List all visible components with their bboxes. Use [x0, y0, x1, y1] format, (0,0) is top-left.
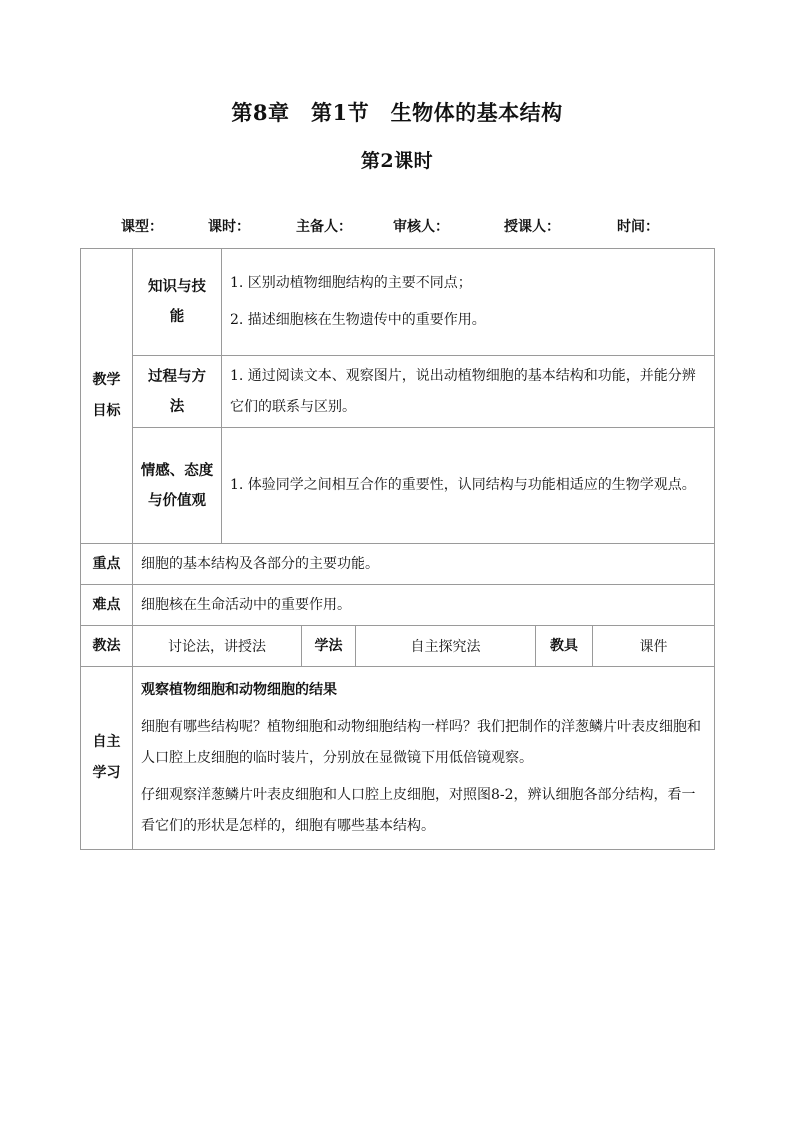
self-study-content	[133, 667, 715, 850]
self-study-paragraph: 细胞有哪些结构呢？植物细胞和动物细胞结构一样吗？我们把制作的洋葱鳞片叶表皮细胞和人口腔上皮细胞的临时装片，分别放在显微镜下用低倍镜观察。	[141, 718, 701, 766]
methods-row	[81, 626, 715, 667]
process-content: 1. 通过阅读文本、观察图片，说出动植物细胞的基本结构和功能，并能分辨它们的联系与区别。	[222, 356, 715, 428]
self-study-heading: 观察植物细胞和动物细胞的结果	[141, 681, 337, 698]
difficulty-label: 难点	[81, 585, 133, 626]
difficulty-row	[81, 585, 715, 626]
emotion-content: 1. 体验同学之间相互合作的重要性，认同结构与功能相适应的生物学观点。	[222, 428, 715, 544]
objective-knowledge-row	[81, 249, 715, 356]
knowledge-content	[222, 249, 715, 356]
teach-method-value: 讨论法，讲授法	[133, 626, 302, 667]
teaching-aids-label: 教具	[536, 626, 593, 667]
lesson-plan-table	[80, 248, 715, 850]
objective-process-row	[81, 356, 715, 428]
difficulty-content: 细胞核在生命活动中的重要作用。	[133, 585, 715, 626]
teaching-aids-value: 课件	[593, 626, 715, 667]
meta-preparer: 主备人：	[296, 219, 352, 235]
knowledge-label: 知识与技能	[133, 249, 222, 356]
key-point-label: 重点	[81, 544, 133, 585]
knowledge-item: 2. 描述细胞核在生物遗传中的重要作用。	[230, 312, 486, 328]
objective-emotion-row	[81, 428, 715, 544]
meta-teacher: 授课人：	[504, 219, 560, 235]
meta-lesson-period: 课时：	[208, 219, 250, 235]
self-study-paragraph: 仔细观察洋葱鳞片叶表皮细胞和人口腔上皮细胞，对照图8-2，辨认细胞各部分结构，看一看它们的形状是怎样的，细胞有哪些基本结构。	[141, 786, 696, 834]
lesson-meta-row	[0, 216, 794, 238]
key-point-row	[81, 544, 715, 585]
meta-lesson-type: 课型：	[121, 219, 163, 235]
meta-reviewer: 审核人：	[393, 219, 449, 235]
self-study-row	[81, 667, 715, 850]
emotion-label: 情感、态度与价值观	[133, 428, 222, 544]
page-title: 第8章 第1节 生物体的基本结构	[231, 100, 563, 125]
meta-time: 时间：	[617, 219, 659, 235]
knowledge-item: 1. 区别动植物细胞结构的主要不同点；	[230, 275, 472, 291]
self-study-label: 自主学习	[81, 667, 133, 850]
teach-method-label: 教法	[81, 626, 133, 667]
key-point-content: 细胞的基本结构及各部分的主要功能。	[133, 544, 715, 585]
learn-method-value: 自主探究法	[356, 626, 536, 667]
learn-method-label: 学法	[302, 626, 356, 667]
process-label: 过程与方法	[133, 356, 222, 428]
page-subtitle: 第2课时	[360, 150, 434, 172]
objectives-label: 教学目标	[81, 249, 133, 544]
